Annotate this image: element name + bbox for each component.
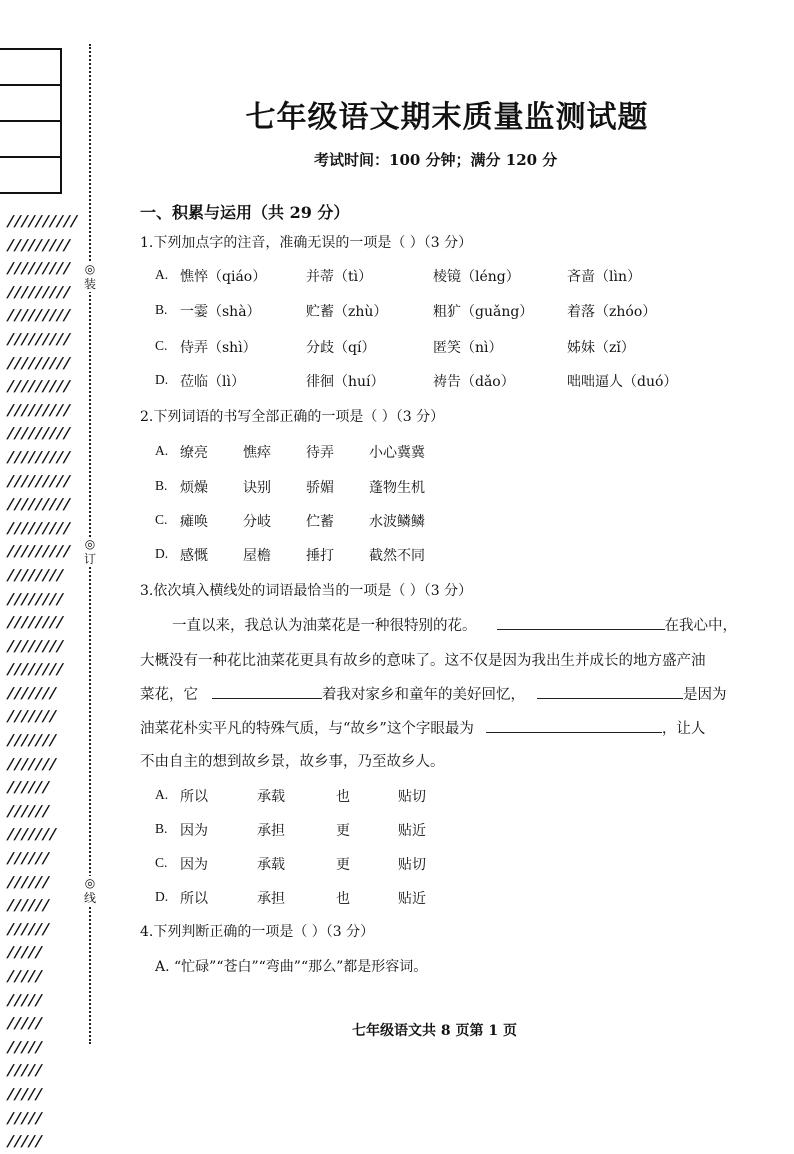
hatch-line: ///////// — [5, 542, 71, 561]
hatch-line: ///// — [5, 1014, 43, 1033]
hatch-line: ///////// — [5, 377, 71, 396]
option-item: 水波鳞鳞 — [369, 514, 425, 530]
option-item: 伫蓄 — [306, 514, 334, 530]
option-item: 骄媚 — [306, 480, 334, 496]
question-4-option-a: A. “忙碌”“苍白”“弯曲”“那么”都是形容词。 — [155, 959, 428, 975]
option-item: 粗犷（guǎng） — [433, 304, 534, 320]
hatch-line: ///////// — [5, 353, 71, 372]
option-item: 徘徊（huí） — [306, 374, 385, 390]
option-item: 憔悴（qiáo） — [180, 269, 267, 285]
hatch-line: //////// — [5, 589, 64, 608]
option-item: 贴切 — [398, 857, 426, 873]
option-label: B. — [155, 302, 168, 317]
option-item: 也 — [336, 789, 350, 805]
option-label: C. — [155, 338, 168, 353]
option-label: C. — [155, 855, 168, 870]
option-item: 缭亮 — [180, 445, 208, 461]
hatch-line: ///// — [5, 1084, 43, 1103]
exam-info: 考试时间：100 分钟；满分 120 分 — [314, 151, 558, 169]
binding-box — [0, 84, 62, 122]
hatch-line: ////// — [5, 849, 50, 868]
binding-box — [0, 156, 62, 194]
hatch-line: ///// — [5, 1061, 43, 1080]
option-item: 棱镜（léng） — [433, 269, 520, 285]
passage-line: 不由自主的想到故乡景，故乡事，乃至故乡人。 — [140, 754, 445, 770]
page-title: 七年级语文期末质量监测试题 — [245, 100, 649, 135]
hatch-line: ///// — [5, 1037, 43, 1056]
hatch-line: /////// — [5, 683, 57, 702]
hatch-line: ///////// — [5, 518, 71, 537]
hatch-line: ////////// — [5, 212, 78, 230]
bind-mark-zhuang: ◎装 — [83, 262, 96, 291]
hatch-line: ///// — [5, 1108, 43, 1127]
passage-line — [172, 614, 780, 635]
option-item: 一霎（shà） — [180, 304, 261, 320]
option-item: 瘫唤 — [180, 514, 208, 530]
bind-mark-ding: ◎订 — [83, 537, 96, 566]
option-item: 更 — [336, 823, 350, 839]
option-item: 姊妹（zǐ） — [567, 340, 635, 356]
binding-boxes — [0, 48, 62, 192]
option-item: 屋檐 — [243, 548, 271, 564]
option-item: 并蒂（tì） — [306, 269, 373, 285]
passage-text: ，让人 — [661, 721, 706, 737]
option-item: 待弄 — [306, 445, 334, 461]
option-item: 贮蓄（zhù） — [306, 304, 388, 320]
hatch-line: ///////// — [5, 235, 71, 254]
option-item: 匿笑（nì） — [433, 340, 503, 356]
fill-blank-2[interactable] — [212, 684, 322, 699]
option-item: 分歧（qí） — [306, 340, 376, 356]
option-item: 祷告（dǎo） — [433, 374, 515, 390]
option-item: 着落（zhóo） — [567, 304, 657, 320]
option-item: 憔瘁 — [243, 445, 271, 461]
fill-blank-3[interactable] — [537, 684, 683, 699]
passage-text: 菜花，它 — [140, 687, 198, 703]
option-item: 也 — [336, 891, 350, 907]
section-heading: 一、积累与运用（共 29 分） — [140, 203, 350, 222]
passage-line: 大概没有一种花比油菜花更具有故乡的意味了。这不仅是因为我出生并成长的地方盛产油 — [140, 653, 706, 669]
option-item: 小心冀冀 — [369, 445, 425, 461]
hatch-line: ////// — [5, 778, 50, 797]
question-4-stem: 4.下列判断正确的一项是（ ）（3 分） — [140, 924, 375, 940]
question-1-stem: 1.下列加点字的注音，准确无误的一项是（ ）（3 分） — [140, 235, 473, 251]
hatch-line: //////// — [5, 565, 64, 584]
hatch-line: ///// — [5, 1132, 43, 1151]
hatch-line: ///////// — [5, 495, 71, 514]
option-label: D. — [155, 546, 169, 561]
page-footer: 七年级语文共 8 页第 1 页 — [352, 1023, 517, 1039]
hatch-line: ///////// — [5, 400, 71, 419]
hatch-line: /////// — [5, 825, 57, 844]
option-label: A. — [155, 443, 169, 458]
hatch-line: /////// — [5, 731, 57, 750]
hatch-line: ////// — [5, 872, 50, 891]
option-label: B. — [155, 821, 168, 836]
passage-line — [140, 717, 748, 738]
option-item: 因为 — [180, 857, 208, 873]
hatch-line: ///// — [5, 943, 43, 962]
hatch-line: /////// — [5, 707, 57, 726]
option-item: 承载 — [257, 857, 285, 873]
hatch-line: ///////// — [5, 471, 71, 490]
option-item: 所以 — [180, 789, 208, 805]
hatch-line: ///// — [5, 990, 43, 1009]
option-item: 捶打 — [306, 548, 334, 564]
hatch-line: ///// — [5, 967, 43, 985]
fill-blank-1[interactable] — [497, 615, 665, 630]
hatch-line: ////// — [5, 801, 50, 820]
option-item: 诀别 — [243, 480, 271, 496]
option-item: 更 — [336, 857, 350, 873]
hatch-line: //////// — [5, 636, 64, 655]
option-item: 因为 — [180, 823, 208, 839]
option-item: 蓬物生机 — [369, 480, 425, 496]
option-item: 吝啬（lìn） — [567, 269, 641, 285]
binding-box — [0, 120, 62, 158]
option-item: 承载 — [257, 789, 285, 805]
option-item: 咄咄逼人（duó） — [567, 374, 678, 390]
option-label: D. — [155, 372, 169, 387]
hatch-line: //////// — [5, 660, 64, 679]
option-label: D. — [155, 889, 169, 904]
option-item: 所以 — [180, 891, 208, 907]
option-item: 贴切 — [398, 789, 426, 805]
bind-mark-xian: ◎线 — [83, 876, 96, 905]
option-item: 侍弄（shì） — [180, 340, 257, 356]
option-item: 莅临（lì） — [180, 374, 245, 390]
hatch-line: ///////// — [5, 259, 71, 278]
option-label: C. — [155, 512, 168, 527]
question-2-stem: 2.下列词语的书写全部正确的一项是（ ）（3 分） — [140, 409, 445, 425]
option-item: 烦燥 — [180, 480, 208, 496]
hatch-line: ///////// — [5, 282, 71, 301]
hatch-line: /////// — [5, 754, 57, 773]
passage-text: 油菜花朴实平凡的特殊气质，与“故乡”这个字眼最为 — [140, 721, 474, 737]
passage-text: 一直以来，我总认为油菜花是一种很特别的花。 — [172, 618, 477, 634]
hatch-line: ///////// — [5, 329, 71, 348]
passage-text: 是因为 — [683, 687, 727, 703]
passage-text: 着我对家乡和童年的美好回忆， — [322, 687, 525, 703]
option-item: 分岐 — [243, 514, 271, 530]
hatch-line: ////// — [5, 896, 50, 915]
binding-box — [0, 48, 62, 86]
option-item: 贴近 — [398, 823, 426, 839]
hatch-line: ////// — [5, 919, 50, 938]
hatch-line: ///////// — [5, 306, 71, 325]
option-label: A. — [155, 787, 169, 802]
question-3-stem: 3.依次填入横线处的词语最恰当的一项是（ ）（3 分） — [140, 583, 473, 599]
hatch-line: //////// — [5, 613, 64, 632]
binding-hatch — [5, 210, 78, 1154]
option-item: 截然不同 — [369, 548, 425, 564]
option-label: A. — [155, 267, 169, 282]
hatch-line: ///////// — [5, 447, 71, 466]
option-item: 贴近 — [398, 891, 426, 907]
option-item: 感慨 — [180, 548, 208, 564]
option-item: 承担 — [257, 891, 285, 907]
passage-line — [140, 683, 748, 704]
option-item: 承担 — [257, 823, 285, 839]
fill-blank-4[interactable] — [486, 718, 662, 733]
option-label: B. — [155, 478, 168, 493]
passage-text: 在我心中， — [664, 618, 737, 634]
hatch-line: ///////// — [5, 424, 71, 443]
